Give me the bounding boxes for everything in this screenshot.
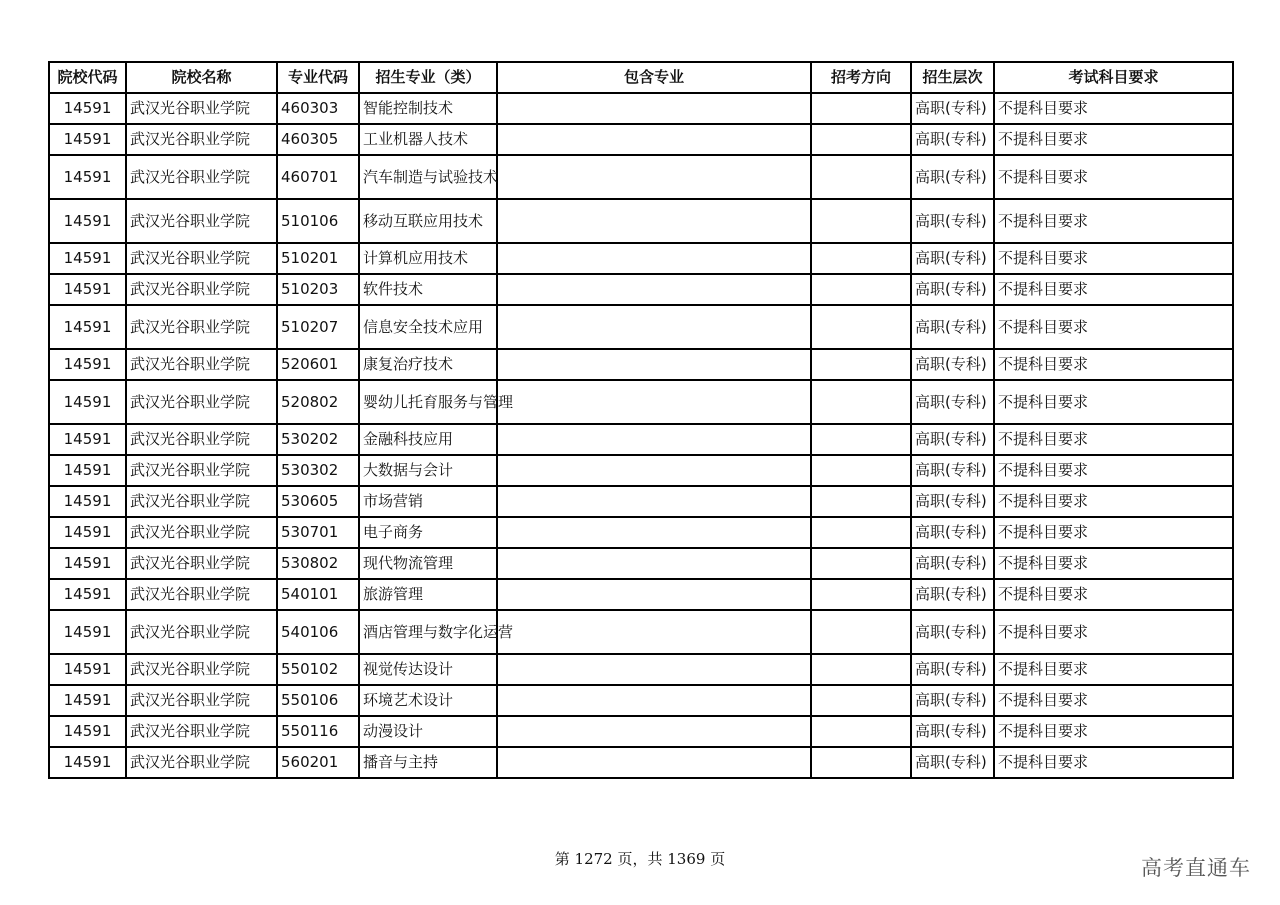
header-major-code: 专业代码: [277, 62, 359, 93]
cell-major: 酒店管理与数字化运营: [359, 610, 497, 654]
cell-school-code: 14591: [49, 548, 126, 579]
cell-included-majors: [497, 155, 811, 199]
cell-major: 播音与主持: [359, 747, 497, 778]
table-row: [49, 349, 1233, 380]
cell-requirement: 不提科目要求: [994, 274, 1233, 305]
table-row: [49, 243, 1233, 274]
cell-major: 环境艺术设计: [359, 685, 497, 716]
cell-level: 高职(专科): [911, 93, 994, 124]
cell-included-majors: [497, 517, 811, 548]
cell-level: 高职(专科): [911, 654, 994, 685]
cell-school-code: 14591: [49, 274, 126, 305]
cell-level: 高职(专科): [911, 455, 994, 486]
cell-school-name: 武汉光谷职业学院: [126, 486, 277, 517]
cell-level: 高职(专科): [911, 716, 994, 747]
cell-direction: [811, 685, 911, 716]
cell-major: 计算机应用技术: [359, 243, 497, 274]
cell-major: 旅游管理: [359, 579, 497, 610]
cell-level: 高职(专科): [911, 380, 994, 424]
table-row: [49, 654, 1233, 685]
cell-direction: [811, 548, 911, 579]
cell-direction: [811, 486, 911, 517]
cell-school-code: 14591: [49, 243, 126, 274]
table-row: [49, 424, 1233, 455]
cell-major: 现代物流管理: [359, 548, 497, 579]
cell-school-name: 武汉光谷职业学院: [126, 380, 277, 424]
cell-direction: [811, 716, 911, 747]
cell-included-majors: [497, 747, 811, 778]
watermark-text: 高考直通车: [1141, 856, 1251, 880]
cell-major-code: 540106: [277, 610, 359, 654]
cell-included-majors: [497, 380, 811, 424]
cell-major-code: 540101: [277, 579, 359, 610]
cell-requirement: 不提科目要求: [994, 486, 1233, 517]
header-level: 招生层次: [911, 62, 994, 93]
cell-school-name: 武汉光谷职业学院: [126, 455, 277, 486]
cell-level: 高职(专科): [911, 579, 994, 610]
table-row: [49, 548, 1233, 579]
table-row: [49, 155, 1233, 199]
cell-school-code: 14591: [49, 349, 126, 380]
cell-included-majors: [497, 305, 811, 349]
cell-school-code: 14591: [49, 716, 126, 747]
cell-school-name: 武汉光谷职业学院: [126, 747, 277, 778]
cell-included-majors: [497, 124, 811, 155]
cell-school-code: 14591: [49, 654, 126, 685]
cell-school-code: 14591: [49, 380, 126, 424]
cell-included-majors: [497, 274, 811, 305]
cell-school-name: 武汉光谷职业学院: [126, 274, 277, 305]
cell-school-name: 武汉光谷职业学院: [126, 424, 277, 455]
cell-school-name: 武汉光谷职业学院: [126, 716, 277, 747]
cell-major-code: 510207: [277, 305, 359, 349]
table-row: [49, 579, 1233, 610]
cell-school-code: 14591: [49, 685, 126, 716]
table-row: [49, 274, 1233, 305]
cell-level: 高职(专科): [911, 243, 994, 274]
cell-level: 高职(专科): [911, 274, 994, 305]
cell-major-code: 520601: [277, 349, 359, 380]
table-row: [49, 517, 1233, 548]
header-requirement: 考试科目要求: [994, 62, 1233, 93]
cell-requirement: 不提科目要求: [994, 747, 1233, 778]
cell-direction: [811, 610, 911, 654]
cell-direction: [811, 455, 911, 486]
cell-school-code: 14591: [49, 747, 126, 778]
header-direction: 招考方向: [811, 62, 911, 93]
cell-major-code: 510106: [277, 199, 359, 243]
cell-school-name: 武汉光谷职业学院: [126, 517, 277, 548]
cell-major: 金融科技应用: [359, 424, 497, 455]
table-row: [49, 716, 1233, 747]
cell-school-name: 武汉光谷职业学院: [126, 654, 277, 685]
cell-requirement: 不提科目要求: [994, 155, 1233, 199]
table-row: [49, 93, 1233, 124]
cell-direction: [811, 274, 911, 305]
cell-school-code: 14591: [49, 155, 126, 199]
cell-requirement: 不提科目要求: [994, 455, 1233, 486]
cell-major: 工业机器人技术: [359, 124, 497, 155]
header-row: [49, 62, 1233, 93]
cell-major-code: 530802: [277, 548, 359, 579]
cell-school-code: 14591: [49, 199, 126, 243]
cell-major: 电子商务: [359, 517, 497, 548]
header-school-name: 院校名称: [126, 62, 277, 93]
cell-requirement: 不提科目要求: [994, 548, 1233, 579]
cell-requirement: 不提科目要求: [994, 654, 1233, 685]
cell-major: 康复治疗技术: [359, 349, 497, 380]
cell-school-name: 武汉光谷职业学院: [126, 685, 277, 716]
cell-school-name: 武汉光谷职业学院: [126, 155, 277, 199]
cell-direction: [811, 349, 911, 380]
cell-level: 高职(专科): [911, 424, 994, 455]
cell-school-name: 武汉光谷职业学院: [126, 124, 277, 155]
header-school-code: 院校代码: [49, 62, 126, 93]
cell-direction: [811, 424, 911, 455]
table-row: [49, 199, 1233, 243]
cell-level: 高职(专科): [911, 124, 994, 155]
cell-major-code: 510203: [277, 274, 359, 305]
cell-major-code: 530701: [277, 517, 359, 548]
cell-major: 大数据与会计: [359, 455, 497, 486]
cell-major: 视觉传达设计: [359, 654, 497, 685]
cell-major: 市场营销: [359, 486, 497, 517]
cell-included-majors: [497, 93, 811, 124]
cell-school-name: 武汉光谷职业学院: [126, 349, 277, 380]
cell-major: 婴幼儿托育服务与管理: [359, 380, 497, 424]
cell-school-code: 14591: [49, 124, 126, 155]
cell-major-code: 530302: [277, 455, 359, 486]
cell-requirement: 不提科目要求: [994, 424, 1233, 455]
cell-level: 高职(专科): [911, 747, 994, 778]
cell-level: 高职(专科): [911, 610, 994, 654]
cell-level: 高职(专科): [911, 155, 994, 199]
table-row: [49, 486, 1233, 517]
cell-school-code: 14591: [49, 610, 126, 654]
cell-requirement: 不提科目要求: [994, 305, 1233, 349]
cell-school-name: 武汉光谷职业学院: [126, 579, 277, 610]
cell-included-majors: [497, 243, 811, 274]
cell-direction: [811, 654, 911, 685]
cell-requirement: 不提科目要求: [994, 579, 1233, 610]
cell-school-name: 武汉光谷职业学院: [126, 610, 277, 654]
cell-major-code: 530605: [277, 486, 359, 517]
cell-level: 高职(专科): [911, 685, 994, 716]
cell-level: 高职(专科): [911, 199, 994, 243]
cell-school-name: 武汉光谷职业学院: [126, 199, 277, 243]
admissions-table: [48, 61, 1234, 779]
cell-included-majors: [497, 424, 811, 455]
cell-requirement: 不提科目要求: [994, 199, 1233, 243]
cell-major-code: 550102: [277, 654, 359, 685]
cell-direction: [811, 93, 911, 124]
cell-included-majors: [497, 579, 811, 610]
table-row: [49, 747, 1233, 778]
cell-direction: [811, 155, 911, 199]
cell-direction: [811, 124, 911, 155]
cell-major: 信息安全技术应用: [359, 305, 497, 349]
cell-major: 移动互联应用技术: [359, 199, 497, 243]
cell-major: 软件技术: [359, 274, 497, 305]
table-row: [49, 305, 1233, 349]
cell-school-code: 14591: [49, 455, 126, 486]
cell-requirement: 不提科目要求: [994, 124, 1233, 155]
cell-school-name: 武汉光谷职业学院: [126, 243, 277, 274]
table-row: [49, 610, 1233, 654]
cell-school-code: 14591: [49, 579, 126, 610]
cell-level: 高职(专科): [911, 305, 994, 349]
cell-requirement: 不提科目要求: [994, 243, 1233, 274]
cell-requirement: 不提科目要求: [994, 716, 1233, 747]
cell-school-name: 武汉光谷职业学院: [126, 93, 277, 124]
cell-level: 高职(专科): [911, 486, 994, 517]
cell-requirement: 不提科目要求: [994, 93, 1233, 124]
cell-major: 汽车制造与试验技术: [359, 155, 497, 199]
cell-requirement: 不提科目要求: [994, 610, 1233, 654]
cell-direction: [811, 747, 911, 778]
page-number: 第 1272 页，共 1369 页: [554, 850, 726, 868]
table-row: [49, 455, 1233, 486]
cell-direction: [811, 305, 911, 349]
cell-major-code: 520802: [277, 380, 359, 424]
cell-major: 动漫设计: [359, 716, 497, 747]
cell-major-code: 550116: [277, 716, 359, 747]
cell-included-majors: [497, 349, 811, 380]
table-row: [49, 380, 1233, 424]
cell-school-code: 14591: [49, 517, 126, 548]
cell-school-name: 武汉光谷职业学院: [126, 305, 277, 349]
cell-included-majors: [497, 610, 811, 654]
cell-direction: [811, 380, 911, 424]
cell-school-code: 14591: [49, 424, 126, 455]
cell-included-majors: [497, 685, 811, 716]
cell-major-code: 460303: [277, 93, 359, 124]
cell-direction: [811, 199, 911, 243]
cell-major-code: 460305: [277, 124, 359, 155]
cell-direction: [811, 243, 911, 274]
table-row: [49, 124, 1233, 155]
cell-school-code: 14591: [49, 486, 126, 517]
header-major: 招生专业（类）: [359, 62, 497, 93]
cell-school-code: 14591: [49, 93, 126, 124]
cell-school-name: 武汉光谷职业学院: [126, 548, 277, 579]
table-row: [49, 685, 1233, 716]
cell-major-code: 530202: [277, 424, 359, 455]
cell-included-majors: [497, 548, 811, 579]
cell-requirement: 不提科目要求: [994, 517, 1233, 548]
cell-direction: [811, 579, 911, 610]
cell-direction: [811, 517, 911, 548]
cell-level: 高职(专科): [911, 517, 994, 548]
cell-major-code: 550106: [277, 685, 359, 716]
cell-requirement: 不提科目要求: [994, 380, 1233, 424]
cell-requirement: 不提科目要求: [994, 685, 1233, 716]
cell-included-majors: [497, 455, 811, 486]
cell-included-majors: [497, 486, 811, 517]
cell-included-majors: [497, 199, 811, 243]
cell-included-majors: [497, 654, 811, 685]
header-included-majors: 包含专业: [497, 62, 811, 93]
cell-major: 智能控制技术: [359, 93, 497, 124]
cell-school-code: 14591: [49, 305, 126, 349]
cell-major-code: 560201: [277, 747, 359, 778]
cell-major-code: 510201: [277, 243, 359, 274]
cell-included-majors: [497, 716, 811, 747]
cell-level: 高职(专科): [911, 349, 994, 380]
cell-level: 高职(专科): [911, 548, 994, 579]
cell-major-code: 460701: [277, 155, 359, 199]
cell-requirement: 不提科目要求: [994, 349, 1233, 380]
